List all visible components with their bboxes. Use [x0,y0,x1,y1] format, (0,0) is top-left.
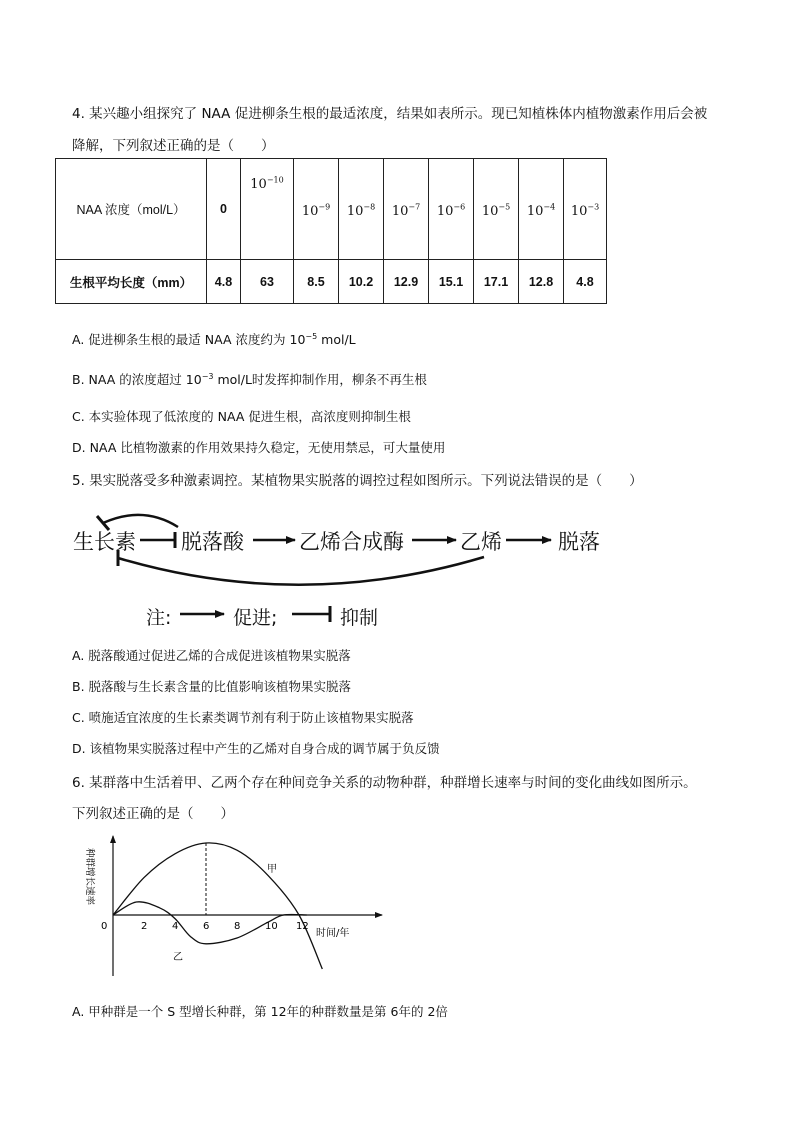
conc-cell-1: $10^{-10}$ [241,159,294,260]
q4-option-a[interactable]: A. 促进柳条生根的最适 NAA 浓度约为 $10^{-5}$ mol/L [72,331,356,347]
legend-inhibit-label: 抑制 [340,607,379,629]
table-row-length [56,260,607,304]
label-jia: 甲 [267,864,277,875]
regulation-arrows [0,500,794,640]
x-tick-label: 10 [265,921,278,932]
node-auxin: 生长素 [73,530,136,554]
table-row-concentration [56,159,607,260]
q5-option-a[interactable]: A. 脱落酸通过促进乙烯的合成促进该植物果实脱落 [72,648,351,663]
conc-cell-4: $10^{-7}$ [384,159,429,260]
x-tick-label: 4 [172,921,179,932]
x-tick-label: 2 [141,921,148,932]
q5-option-b[interactable]: B. 脱落酸与生长素含量的比值影响该植物果实脱落 [72,679,352,694]
conc-cell-6: $10^{-5}$ [474,159,519,260]
x-axis-label: 时间/年 [316,928,350,939]
q5-option-d[interactable]: D. 该植物果实脱落过程中产生的乙烯对自身合成的调节属于负反馈 [72,741,440,756]
q4-option-c[interactable]: C. 本实验体现了低浓度的 NAA 促进生根，高浓度则抑制生根 [72,409,411,424]
q6-stem-line2: 下列叙述正确的是（ ） [72,806,234,822]
row-label-concentration: NAA 浓度（mol/L） [56,159,207,260]
x-tick-label: 6 [203,921,210,932]
conc-cell-5: $10^{-6}$ [429,159,474,260]
length-cell-7: 12.8 [519,260,564,304]
inhibit-bar-aba-auxin [97,516,109,530]
length-cell-5: 15.1 [429,260,474,304]
legend-promote-label: 促进; [233,607,278,629]
growth-rate-chart [70,828,390,988]
q4-stem-line1: 4. 某兴趣小组探究了 NAA 促进柳条生根的最适浓度，结果如表所示。现已知植株体内植物激素作用后会被 [72,106,708,122]
conc-cell-7: $10^{-4}$ [519,159,564,260]
conc-cell-3: $10^{-8}$ [339,159,384,260]
length-cell-4: 12.9 [384,260,429,304]
x-tick-label: 12 [296,921,309,932]
q5-option-c[interactable]: C. 喷施适宜浓度的生长素类调节剂有利于防止该植物果实脱落 [72,710,414,725]
conc-cell-2: $10^{-9}$ [294,159,339,260]
length-cell-3: 10.2 [339,260,384,304]
inhibit-curve-aba-auxin [103,515,178,527]
length-cell-1: 63 [241,260,294,304]
q6-stem-line1: 6. 某群落中生活着甲、乙两个存在种间竞争关系的动物种群，种群增长速率与时间的变化曲线如图所示。 [72,775,697,791]
length-cell-6: 17.1 [474,260,519,304]
legend-note-label: 注: [146,607,172,629]
q5-stem: 5. 果实脱落受多种激素调控。某植物果实脱落的调控过程如图所示。下列说法错误的是（ ） [72,473,643,489]
conc-cell-0: 0 [207,159,241,260]
node-abscisic-acid: 脱落酸 [181,530,244,554]
node-ethylene: 乙烯 [460,530,502,554]
q6-option-a[interactable]: A. 甲种群是一个 S 型增长种群，第 12年的种群数量是第 6年的 2倍 [72,1004,448,1019]
q4-option-b[interactable]: B. NAA 的浓度超过 $10^{-3}$ mol/L时发挥抑制作用，柳条不再生根 [72,371,427,387]
node-ethylene-synthase: 乙烯合成酶 [299,530,404,554]
y-axis-label: 种群增长速率 [84,848,95,906]
x-tick-label: 0 [101,921,108,932]
length-cell-8: 4.8 [564,260,607,304]
length-cell-2: 8.5 [294,260,339,304]
q4-stem-line2: 降解，下列叙述正确的是（ ） [72,138,275,154]
label-yi: 乙 [173,952,183,963]
naa-table [55,158,607,304]
x-tick-label: 8 [234,921,241,932]
row-label-length: 生根平均长度（mm） [56,260,207,304]
q4-option-d[interactable]: D. NAA 比植物激素的作用效果持久稳定，无使用禁忌，可大量使用 [72,440,446,455]
inhibit-curve-ethylene-auxin [118,557,484,585]
conc-cell-8: $10^{-3}$ [564,159,607,260]
node-abscission: 脱落 [558,530,600,554]
length-cell-0: 4.8 [207,260,241,304]
curve-jia [113,843,322,969]
